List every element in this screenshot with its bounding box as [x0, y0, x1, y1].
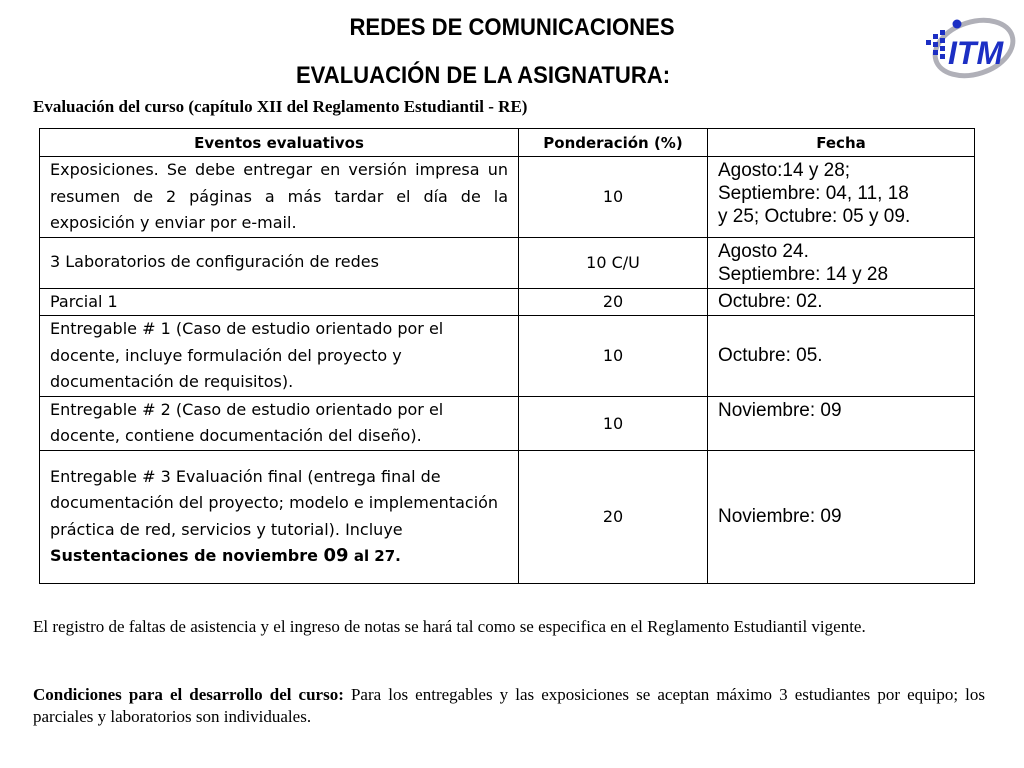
date-line: Noviembre: 09: [718, 399, 842, 421]
event-cell: Exposiciones. Se debe entregar en versión impresa un resumen de 2 páginas a más tardar el día de la exposición y enviar por e-mail.: [40, 157, 519, 238]
weight-cell: 10 C/U: [519, 237, 708, 288]
conditions-text: Para los entregables y las exposiciones se aceptan máximo 3 estudiantes por equipo; los parciales y laboratorios son individuales.: [33, 685, 985, 726]
event-emphasis-date: 09: [323, 545, 349, 566]
event-cell: [40, 450, 519, 583]
date-cell: [708, 396, 975, 450]
date-line: Octubre: 05.: [718, 345, 823, 367]
date-line: Septiembre: 04, 11, 18: [718, 183, 909, 204]
date-line: Agosto 24.: [718, 240, 809, 262]
header-date: Fecha: [708, 129, 975, 157]
table-row: [40, 396, 975, 450]
date-line: Agosto:14 y 28;: [718, 160, 851, 181]
logo-text: ITM: [948, 35, 1004, 71]
date-cell: [708, 450, 975, 583]
itm-logo: [916, 10, 1016, 82]
table-row: [40, 237, 975, 288]
date-cell: [708, 157, 975, 238]
date-line: Septiembre: 14 y 28: [718, 263, 889, 285]
table-row: [40, 450, 975, 583]
weight-cell: 10: [519, 396, 708, 450]
date-line: y 25; Octubre: 05 y 09.: [718, 206, 911, 227]
page-title: REDES DE COMUNICACIONES: [349, 14, 675, 41]
table-row: [40, 288, 975, 316]
evaluation-subheading: Evaluación del curso (capítulo XII del Reglamento Estudiantil - RE): [33, 97, 528, 116]
conditions-paragraph: [33, 684, 985, 728]
header-events: Eventos evaluativos: [40, 129, 519, 157]
table-row: [40, 157, 975, 238]
event-emphasis-text: Sustentaciones de noviembre: [50, 546, 324, 565]
date-line: Octubre: 02.: [718, 291, 823, 313]
date-cell: [708, 316, 975, 397]
event-cell: 3 Laboratorios de configuración de redes: [40, 237, 519, 288]
weight-cell: 20: [519, 288, 708, 316]
weight-cell: 10: [519, 316, 708, 397]
page-subtitle: EVALUACIÓN DE LA ASIGNATURA:: [295, 62, 671, 89]
attendance-paragraph: El registro de faltas de asistencia y el ingreso de notas se hará tal como se especifica en el Reglamento Estudiantil vigente.: [33, 617, 866, 636]
event-text: Entregable # 3 Evaluación final (entrega final de documentación del proyecto; modelo e implementación práctica de red, servicios y tutorial). Incluye: [50, 466, 499, 539]
date-cell: [708, 288, 975, 316]
table-header-row: [40, 129, 975, 157]
conditions-lead: Condiciones para el desarrollo del curso:: [33, 685, 344, 704]
evaluation-table: [39, 128, 975, 584]
weight-cell: 20: [519, 450, 708, 583]
event-emphasis-range: al 27.: [348, 547, 401, 565]
table-row: [40, 316, 975, 397]
event-cell: Parcial 1: [40, 288, 519, 316]
event-cell: Entregable # 1 (Caso de estudio orientado por el docente, incluye formulación del proyecto y documentación de requisitos).: [40, 316, 519, 397]
date-cell: [708, 237, 975, 288]
weight-cell: 10: [519, 157, 708, 238]
event-cell: Entregable # 2 (Caso de estudio orientado por el docente, contiene documentación del diseño).: [40, 396, 519, 450]
event-emphasis: [50, 546, 401, 565]
date-line: Noviembre: 09: [718, 506, 842, 527]
header-weight: Ponderación (%): [519, 129, 708, 157]
